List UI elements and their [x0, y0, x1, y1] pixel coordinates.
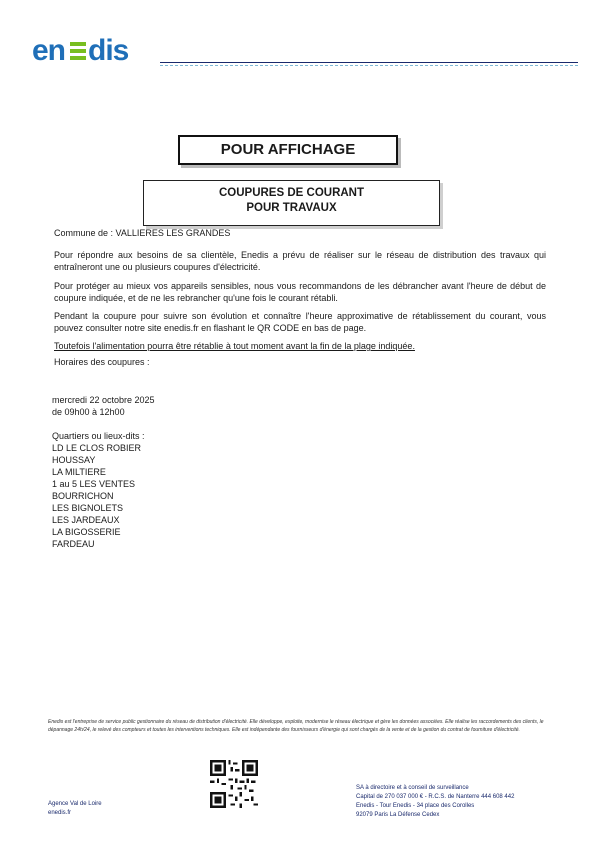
- company-line: Enedis - Tour Enedis - 34 place des Corolles: [356, 803, 475, 809]
- header-rule-dashed: [160, 65, 578, 66]
- place-item: LES JARDEAUX: [52, 515, 120, 525]
- place-item: 1 au 5 LES VENTES: [52, 479, 136, 489]
- commune-line: Commune de : VALLIERES LES GRANDES: [54, 228, 231, 238]
- enedis-logo: [32, 34, 162, 66]
- place-item: LES BIGNOLETS: [52, 503, 124, 513]
- svg-text:en: en: [32, 34, 66, 66]
- place-item: BOURRICHON: [52, 491, 114, 501]
- outage-date: mercredi 22 octobre 2025: [52, 395, 155, 405]
- company-line: SA à directoire et à conseil de surveillance: [356, 785, 469, 791]
- subtitle-box: [143, 180, 440, 226]
- outage-time: de 09h00 à 12h00: [52, 407, 125, 417]
- title-text: POUR AFFICHAGE: [220, 141, 356, 158]
- agency-block: [48, 800, 102, 818]
- qr-code-icon[interactable]: [210, 760, 258, 808]
- place-item: LA BIGOSSERIE: [52, 527, 121, 537]
- agency-name: Agence Val de Loire: [48, 801, 102, 807]
- hours-label: Horaires des coupures :: [54, 357, 150, 367]
- title-box: [178, 135, 398, 165]
- place-item: HOUSSAY: [52, 455, 96, 465]
- company-line: 92079 Paris La Défense Cedex: [356, 812, 440, 818]
- place-item: LD LE CLOS ROBIER: [52, 443, 142, 453]
- place-item: FARDEAU: [52, 539, 95, 549]
- subtitle-line-2: POUR TRAVAUX: [246, 202, 337, 214]
- paragraph-devices: Pour protéger au mieux vos appareils sensibles, nous vous recommandons de les débrancher avant l'heure de début de coupure indiquée, et de ne les rebrancher qu'une fois le courant rétabli.: [54, 281, 546, 303]
- header-rule: [160, 62, 578, 63]
- paragraph-intro: Pour répondre aux besoins de sa clientèle, Enedis a prévu de réaliser sur le réseau de distribution des travaux qui entraîneront une ou plusieurs coupures d'électricité.: [54, 250, 546, 272]
- places-label: Quartiers ou lieux-dits :: [52, 431, 145, 441]
- paragraph-qr: Pendant la coupure pour suivre son évolution et connaître l'heure approximative de rétablissement du courant, vous pouvez consulter notre site enedis.fr en flashant le QR CODE en bas de page.: [54, 311, 546, 333]
- agency-website[interactable]: enedis.fr: [48, 810, 72, 816]
- subtitle-line-1: COUPURES DE COURANT: [218, 187, 365, 199]
- paragraph-warning: Toutefois l'alimentation pourra être rétablie à tout moment avant la fin de la plage indiquée.: [54, 341, 415, 351]
- legal-notice: Enedis est l'entreprise de service public gestionnaire du réseau de distribution d'électricité. Elle développe, exploite, modernise le réseau électrique et gère les données associées. Elle réalise les raccordements des clients, le dépannage 24h/24, le relevé des compteurs et toutes les interventions techniques. Elle est indépendante des fournisseurs d'énergie qui sont chargés de la vente et de la gestion du contrat de fourniture d'électricité.: [48, 719, 544, 733]
- company-info: [356, 784, 556, 820]
- company-line: Capital de 270 037 000 € - R.C.S. de Nanterre 444 608 442: [356, 794, 515, 800]
- place-item: LA MILTIERE: [52, 467, 106, 477]
- svg-text:dis: dis: [88, 34, 129, 66]
